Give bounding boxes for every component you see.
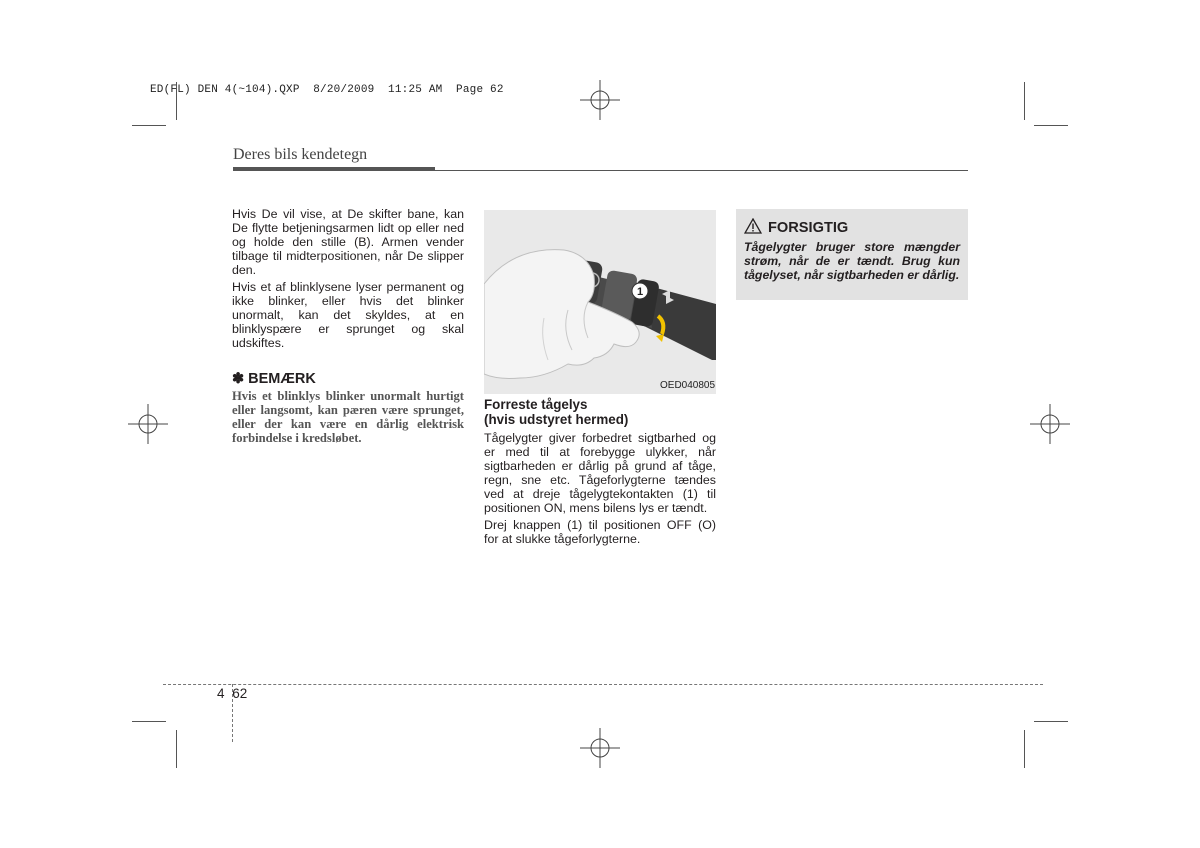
registration-mark-left: [128, 404, 168, 444]
note-label: BEMÆRK: [248, 371, 316, 387]
callout-1: 1: [636, 286, 644, 298]
warning-triangle-icon: [744, 218, 762, 238]
paragraph: Hvis De vil vise, at De skifter bane, kan De flytte betjeningsarmen lidt op eller ned og holde den stille (B). Armen vender tilbage til midterpositionen, når De slipper den.: [232, 207, 464, 277]
page-number: 4 62: [217, 686, 248, 701]
middle-column: [484, 397, 716, 549]
section-title: Deres bils kendetegn: [233, 146, 368, 163]
fog-light-heading: [484, 397, 716, 427]
caution-heading: [744, 218, 960, 238]
note-text: Hvis et blinklys blinker unormalt hurtigt eller langsomt, kan pæren være sprunget, eller der kan være en dårlig elektrisk forbindelse i kredsløbet.: [232, 389, 464, 445]
caution-box: [736, 209, 968, 300]
registration-mark-bottom: [580, 728, 620, 768]
note-symbol-icon: ✽: [232, 371, 245, 387]
paragraph: Hvis et af blinklysene lyser permanent og ikke blinker, eller hvis det blinker unormalt, kan det skyldes, at en blinklyspære er sprunget og skal udskiftes.: [232, 280, 464, 350]
printer-slug: ED(FL) DEN 4(~104).QXP 8/20/2009 11:25 AM Page 62: [150, 84, 504, 96]
left-column: [232, 207, 464, 445]
fog-light-switch-illustration: [484, 210, 716, 394]
heading-line: (hvis udstyret hermed): [484, 412, 629, 427]
paragraph: Tågelygter giver forbedret sigtbarhed og er med til at forebygge ulykker, når sigtbarheden er dårlig på grund af tåge, regn, sne etc. Tågeforlygterne tændes ved at dreje tågelygtekontakten (1) til positionen ON, mens bilens lys er tændt.: [484, 431, 716, 515]
registration-mark-right: [1030, 404, 1070, 444]
footer-dashed-rule: [163, 684, 1043, 685]
paragraph: Drej knappen (1) til positionen OFF (O) for at slukke tågeforlygterne.: [484, 518, 716, 546]
heading-line: Forreste tågelys: [484, 397, 588, 412]
note-heading: [232, 372, 464, 386]
figure-code: OED040805: [660, 380, 716, 391]
registration-mark-top: [580, 80, 620, 120]
header-rule-accent: [233, 167, 435, 171]
caution-label: FORSIGTIG: [768, 220, 849, 236]
caution-text: Tågelygter bruger store mængder strøm, når de er tændt. Brug kun tågelyset, når sigtbarheden er dårlig.: [744, 240, 960, 282]
